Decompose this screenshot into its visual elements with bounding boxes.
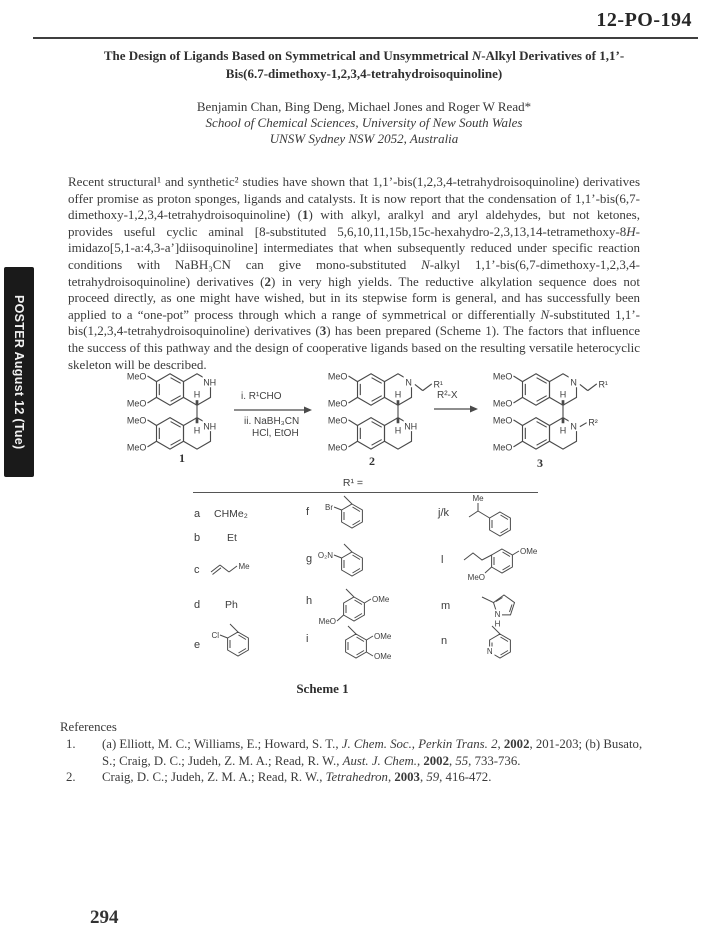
rgroup-structure-e-chlorophenyl [196,618,254,664]
reagent-step-ii: ii. NaBH₃CN [244,416,300,427]
reference-text: (a) Elliott, M. C.; Williams, E.; Howard, S. T., J. Chem. Soc., Perkin Trans. 2, 2002, 201-203; (b) Busato, S.; Craig, D. C.; Judeh, Z. M. A.; Read, R. W., Aust. J. Chem., 2002, 55, 733-736. [102,736,643,768]
stereo-h-label: H [559,425,567,436]
reagent-r2x: R²-X [437,390,458,401]
rgroup-letter-n: n [441,635,448,647]
rgroup-letter-g: g [306,553,313,565]
amine-n-label: N [405,377,412,388]
pyridine-n-label: N [486,647,493,656]
r2-substituent-label: R² [588,417,598,428]
scheme-caption: Scheme 1 [296,681,349,696]
rgroup-structure-n-methylpyridine [468,620,526,666]
pyrrole-n-label: N [494,610,501,619]
stereo-h-label: H [193,425,201,436]
methoxy-label: MeO [327,371,348,382]
reference-item [60,736,644,770]
pyrrole-nh-label: H [494,619,501,629]
rgroup-letter-a: a [194,508,201,520]
r1-substituent-label: R¹ [598,379,608,390]
methoxy-label: MeO [126,371,147,382]
rgroup-letter-l: l [441,554,444,566]
rgroup-table-header: R¹ = [342,477,364,489]
methoxy-label: OMe [374,652,392,661]
methoxy-label: MeO [126,415,147,426]
methoxy-label: MeO [492,415,513,426]
rgroup-structure-jk-phenylethyl [462,492,526,544]
rgroup-formula-b: Et [227,532,237,544]
poster-session-tab [4,267,34,477]
reaction-arrow-2 [434,403,478,415]
title-line1: The Design of Ligands Based on Symmetrical and Unsymmetrical N-Alkyl Derivatives of 1,1’- [103,48,625,63]
methoxy-label: OMe [520,547,538,556]
author-list: Benjamin Chan, Bing Deng, Michael Jones and Roger W Read* [196,99,532,114]
methoxy-label: MeO [492,442,513,453]
methoxy-label: MeO [126,398,147,409]
amine-nh-label: NH [203,377,217,388]
methoxy-label: MeO [492,371,513,382]
reference-number: 2. [66,770,76,785]
rgroup-structure-f-bromophenyl [310,490,368,536]
compound-3-structure [482,368,608,456]
compound-2-number: 2 [369,454,375,468]
compound-2-structure [317,368,443,456]
reaction-arrow-1 [234,404,312,416]
r1-substituent-label: R¹ [433,379,443,390]
methoxy-label: OMe [372,595,390,604]
methoxy-label: MeO [327,415,348,426]
stereo-h-label: H [193,389,201,400]
stereo-h-label: H [394,389,402,400]
rgroup-structure-g-nitrophenyl [310,538,368,584]
rgroup-structure-i-dimethoxyphenyl [334,618,404,666]
methyl-label: Me [238,562,250,571]
rgroup-letter-m: m [441,600,451,612]
reference-text: Craig, D. C.; Judeh, Z. M. A.; Read, R. W., Tetrahedron, 2003, 59, 416-472. [102,770,492,785]
affiliation-line1: School of Chemical Sciences, University of New South Wales [205,115,523,130]
methoxy-label: OMe [374,632,392,641]
rgroup-letter-h: h [306,595,313,607]
rgroup-formula-a: CHMe₂ [214,508,248,520]
abstract-paragraph: Recent structural¹ and synthetic² studies have shown that 1,1’-bis(1,2,3,4-tetrahydroisoquinoline) derivatives offer promise as proton sponges, ligands and catalysts. It is now report that the condensation of 1,1’-bis(6,7-dimethoxy-1,2,3,4-tetrahydroisoquinoline) (1) with alkyl, aralkyl and aryl aldehydes, but not ketones, provides useful cyclic aminal [8-substituted 5,6,10,11,15b,15c-hexahydro-2,3,13,14-tetramethoxy-8H-imidazo[5,1-a:4,3-a’]diisoquinoline] intermediates that when subsequently reduced under specific reaction conditions with NaBH₃CN can give mono-substituted N-alkyl 1,1’-bis(6,7-dimethoxy-1,2,3,4-tetrahydroisoquinoline) derivatives (2) in very high yields. The reductive alkylation sequence does not proceed directly, as one might have wished, but in its stepwise form is general, and has successfully been applied to a “one-pot” process through which a range of symmetrical or differentially N-substituted 1,1’-bis(1,2,3,4-tetrahydroisoquinoline) derivatives (3) has been prepared (Scheme 1). The factors that influence the success of this pathway and the design of cooperative ligands based on the resulting versatile heterocyclic skeleton will be described. [68,174,640,372]
paper-title [34,47,694,82]
stereo-h-label: H [394,425,402,436]
methoxy-label: MeO [126,442,147,453]
rgroup-letter-f: f [306,506,310,518]
amine-n-label: N [570,421,577,432]
compound-3-number: 3 [537,456,543,470]
reagent-step-i: i. R¹CHO [241,391,282,402]
methoxy-label: MeO [327,442,348,453]
compound-1-number: 1 [179,451,185,465]
nitro-label: O₂N [317,551,333,560]
reference-item [60,769,644,786]
chloro-label: Cl [211,631,219,640]
amine-nh-label: NH [203,421,217,432]
header-rule [33,37,698,39]
stereo-h-label: H [559,389,567,400]
methyl-label: Me [472,494,484,503]
page-number: 294 [90,907,119,928]
affiliation-line2: UNSW Sydney NSW 2052, Australia [269,131,459,146]
references-heading: References [60,720,117,734]
methoxy-label: MeO [467,573,485,582]
rgroup-letter-e: e [194,639,201,651]
rgroup-letter-jk: j/k [438,507,449,519]
bromo-label: Br [325,503,333,512]
rgroup-structure-c-propenyl [210,557,254,579]
rgroup-structure-l-dimethoxyphenylpropyl [462,538,558,584]
amine-n-label: N [570,377,577,388]
compound-1-structure [116,368,224,456]
methoxy-label: MeO [492,398,513,409]
methoxy-label: MeO [327,398,348,409]
poster-session-label: POSTER August 12 (Tue) [12,294,26,450]
methoxy-label: MeO [318,617,336,626]
rgroup-letter-d: d [194,599,201,611]
amine-nh-label: NH [404,421,418,432]
paper-code: 12-PO-194 [596,9,692,31]
rgroup-formula-d: Ph [225,599,238,611]
title-line2: Bis(6.7-dimethoxy-1,2,3,4-tetrahydroisoquinoline) [225,65,503,81]
rgroup-letter-i: i [306,633,309,645]
references-section [60,719,644,786]
rgroup-letter-c: c [194,564,200,576]
reagent-solvent: HCl, EtOH [252,428,299,439]
reference-number: 1. [66,736,76,751]
rgroup-letter-b: b [194,532,201,544]
